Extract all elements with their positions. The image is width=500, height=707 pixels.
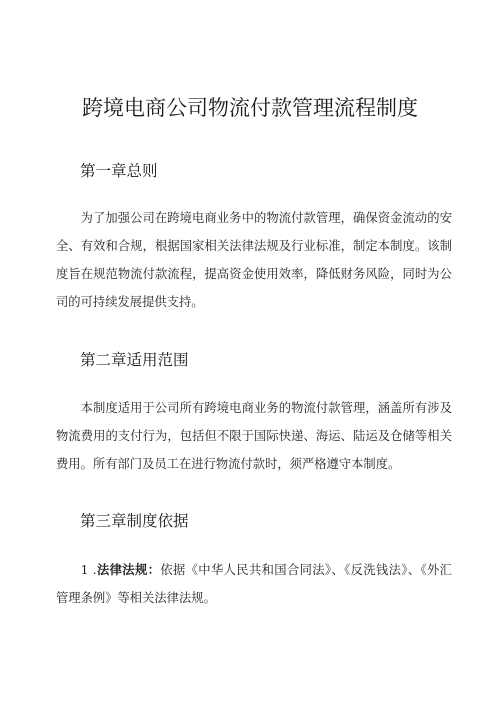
list-item-text: 依据《中华人民共和国合同法》、《反洗钱法》、《外汇管理条例》等相关法律法规。 [56, 563, 452, 605]
chapter-heading-2: 第二章适用范围 [80, 351, 189, 369]
list-item-number: 1 . [80, 563, 97, 577]
document-title: 跨境电商公司物流付款管理流程制度 [82, 96, 418, 120]
chapter-1-paragraph: 为了加强公司在跨境电商业务中的物流付款管理，确保资金流动的安全、有效和合规，根据国家相关法律法规及行业标准，制定本制度。该制度旨在规范物流付款流程，提高资金使用效率，降低财务风险，同时为公司的可持续发展提供支持。 [56, 211, 452, 309]
list-item-label: 法律法规： [96, 563, 161, 577]
chapter-heading-3: 第三章制度依据 [80, 512, 189, 530]
chapter-3-list-item [56, 556, 452, 612]
chapter-heading-1: 第一章总则 [80, 162, 158, 180]
chapter-2-paragraph: 本制度适用于公司所有跨境电商业务的物流付款管理，涵盖所有涉及物流费用的支付行为，包括但不限于国际快递、海运、陆运及仓储等相关费用。所有部门及员工在进行物流付款时，须严格遵守本制度。 [56, 401, 452, 471]
